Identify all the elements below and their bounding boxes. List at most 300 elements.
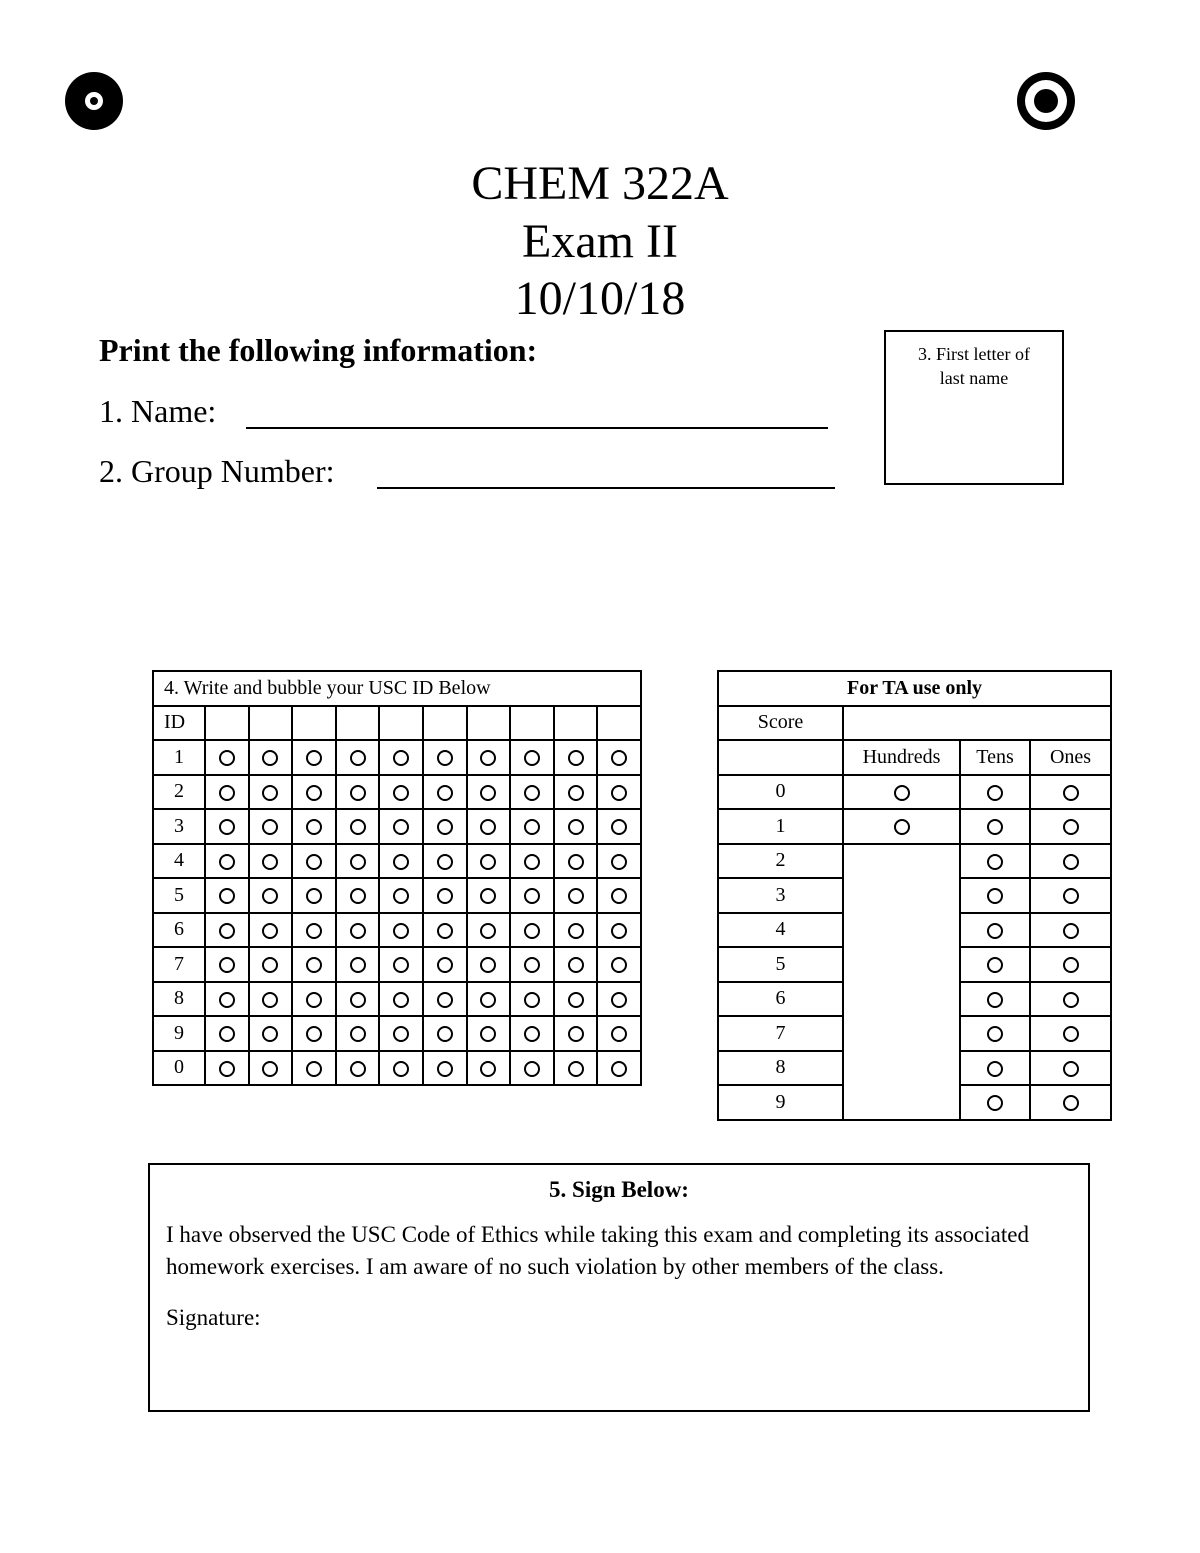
ta-digit-label: 2 bbox=[718, 844, 843, 879]
id-digit-entry-cell[interactable] bbox=[336, 706, 380, 741]
id-row-label: 7 bbox=[153, 947, 205, 982]
bubble-icon[interactable] bbox=[437, 1026, 453, 1042]
bubble-icon[interactable] bbox=[524, 1026, 540, 1042]
registration-mark-right-icon bbox=[1016, 71, 1076, 131]
bubble-icon[interactable] bbox=[480, 923, 496, 939]
ta-score-grid bbox=[717, 670, 1112, 1121]
bubble-icon[interactable] bbox=[568, 1026, 584, 1042]
id-bubble-row bbox=[153, 947, 641, 982]
id-bubble-cell bbox=[510, 1051, 554, 1086]
id-bubble-row bbox=[153, 982, 641, 1017]
bubble-icon[interactable] bbox=[524, 785, 540, 801]
ones-bubble-cell bbox=[1030, 878, 1111, 913]
bubble-icon[interactable] bbox=[611, 750, 627, 766]
ones-header: Ones bbox=[1030, 740, 1111, 775]
bubble-icon[interactable] bbox=[568, 1061, 584, 1077]
id-bubble-cell bbox=[336, 1051, 380, 1086]
id-bubble-cell bbox=[510, 947, 554, 982]
id-bubble-cell bbox=[336, 982, 380, 1017]
id-bubble-cell bbox=[336, 775, 380, 810]
id-digit-entry-cell[interactable] bbox=[205, 706, 249, 741]
bubble-icon[interactable] bbox=[393, 957, 409, 973]
ta-digit-row bbox=[718, 878, 1111, 913]
bubble-icon[interactable] bbox=[350, 854, 366, 870]
id-bubble-cell bbox=[597, 1016, 641, 1051]
bubble-icon[interactable] bbox=[568, 888, 584, 904]
bubble-icon[interactable] bbox=[350, 957, 366, 973]
id-bubble-cell bbox=[292, 775, 336, 810]
bubble-icon[interactable] bbox=[568, 854, 584, 870]
id-bubble-cell bbox=[597, 878, 641, 913]
bubble-icon[interactable] bbox=[611, 854, 627, 870]
ethics-statement: I have observed the USC Code of Ethics while taking this exam and completing its associated homework exercises. I am aware of no such violation by other members of the class. bbox=[166, 1222, 1029, 1279]
tens-bubble-cell bbox=[960, 947, 1030, 982]
bubble-icon[interactable] bbox=[350, 888, 366, 904]
id-bubble-cell bbox=[467, 775, 511, 810]
id-bubble-cell bbox=[205, 1016, 249, 1051]
bubble-icon[interactable] bbox=[219, 750, 235, 766]
id-bubble-cell bbox=[379, 1016, 423, 1051]
bubble-icon[interactable] bbox=[987, 888, 1003, 904]
bubble-icon[interactable] bbox=[219, 819, 235, 835]
bubble-icon[interactable] bbox=[524, 854, 540, 870]
ta-digit-label: 4 bbox=[718, 913, 843, 948]
id-bubble-cell bbox=[379, 1051, 423, 1086]
id-digit-entry-cell[interactable] bbox=[423, 706, 467, 741]
ta-digit-row bbox=[718, 1085, 1111, 1120]
id-bubble-cell bbox=[554, 740, 598, 775]
bubble-icon[interactable] bbox=[437, 785, 453, 801]
id-bubble-cell bbox=[379, 809, 423, 844]
id-bubble-cell bbox=[597, 740, 641, 775]
bubble-icon[interactable] bbox=[437, 750, 453, 766]
id-bubble-cell bbox=[423, 913, 467, 948]
id-bubble-row bbox=[153, 775, 641, 810]
id-row-label: 9 bbox=[153, 1016, 205, 1051]
bubble-icon[interactable] bbox=[262, 1061, 278, 1077]
id-digit-entry-cell[interactable] bbox=[379, 706, 423, 741]
id-bubble-cell bbox=[336, 844, 380, 879]
bubble-icon[interactable] bbox=[262, 750, 278, 766]
hundreds-blank-cell bbox=[843, 1016, 960, 1051]
id-bubble-cell bbox=[597, 809, 641, 844]
id-bubble-cell bbox=[292, 947, 336, 982]
bubble-icon[interactable] bbox=[262, 854, 278, 870]
hundreds-bubble-cell bbox=[843, 775, 960, 810]
id-bubble-cell bbox=[205, 913, 249, 948]
id-bubble-cell bbox=[510, 982, 554, 1017]
bubble-icon[interactable] bbox=[568, 750, 584, 766]
exam-date: 10/10/18 bbox=[514, 272, 686, 325]
bubble-icon[interactable] bbox=[219, 923, 235, 939]
tens-bubble-cell bbox=[960, 809, 1030, 844]
id-bubble-cell bbox=[597, 1051, 641, 1086]
id-bubble-cell bbox=[597, 947, 641, 982]
bubble-icon[interactable] bbox=[480, 1061, 496, 1077]
bubble-icon[interactable] bbox=[393, 923, 409, 939]
group-number-field[interactable] bbox=[377, 487, 835, 489]
bubble-icon[interactable] bbox=[524, 957, 540, 973]
bubble-icon[interactable] bbox=[262, 992, 278, 1008]
bubble-icon[interactable] bbox=[568, 992, 584, 1008]
ta-digit-row bbox=[718, 913, 1111, 948]
bubble-icon[interactable] bbox=[611, 1061, 627, 1077]
bubble-icon[interactable] bbox=[480, 957, 496, 973]
bubble-icon[interactable] bbox=[987, 819, 1003, 835]
bubble-icon[interactable] bbox=[262, 888, 278, 904]
bubble-icon[interactable] bbox=[306, 1026, 322, 1042]
id-bubble-cell bbox=[249, 740, 293, 775]
bubble-icon[interactable] bbox=[219, 1026, 235, 1042]
ones-bubble-cell bbox=[1030, 844, 1111, 879]
id-bubble-cell bbox=[467, 740, 511, 775]
signature-box bbox=[148, 1163, 1090, 1412]
bubble-icon[interactable] bbox=[611, 785, 627, 801]
ones-bubble-cell bbox=[1030, 913, 1111, 948]
bubble-icon[interactable] bbox=[894, 785, 910, 801]
id-bubble-cell bbox=[379, 775, 423, 810]
bubble-icon[interactable] bbox=[480, 1026, 496, 1042]
id-bubble-cell bbox=[292, 740, 336, 775]
id-bubble-cell bbox=[510, 844, 554, 879]
id-bubble-cell bbox=[423, 878, 467, 913]
bubble-icon[interactable] bbox=[611, 819, 627, 835]
bubble-icon[interactable] bbox=[524, 923, 540, 939]
bubble-icon[interactable] bbox=[611, 1026, 627, 1042]
hundreds-blank-cell bbox=[843, 913, 960, 948]
bubble-icon[interactable] bbox=[393, 854, 409, 870]
bubble-icon[interactable] bbox=[262, 923, 278, 939]
bubble-icon[interactable] bbox=[393, 785, 409, 801]
id-bubble-cell bbox=[379, 878, 423, 913]
bubble-icon[interactable] bbox=[524, 819, 540, 835]
ta-digit-label: 5 bbox=[718, 947, 843, 982]
id-digit-entry-cell[interactable] bbox=[249, 706, 293, 741]
bubble-icon[interactable] bbox=[306, 1061, 322, 1077]
bubble-icon[interactable] bbox=[480, 854, 496, 870]
bubble-icon[interactable] bbox=[350, 1061, 366, 1077]
ta-digit-label: 1 bbox=[718, 809, 843, 844]
ones-bubble-cell bbox=[1030, 809, 1111, 844]
bubble-icon[interactable] bbox=[306, 992, 322, 1008]
id-bubble-cell bbox=[292, 982, 336, 1017]
bubble-icon[interactable] bbox=[350, 992, 366, 1008]
id-bubble-cell bbox=[554, 878, 598, 913]
bubble-icon[interactable] bbox=[987, 785, 1003, 801]
id-bubble-cell bbox=[205, 844, 249, 879]
id-bubble-cell bbox=[292, 878, 336, 913]
bubble-icon[interactable] bbox=[987, 1095, 1003, 1111]
last-initial-label-line1: 3. First letter of bbox=[918, 344, 1030, 364]
id-bubble-cell bbox=[554, 913, 598, 948]
bubble-icon[interactable] bbox=[437, 992, 453, 1008]
bubble-icon[interactable] bbox=[568, 957, 584, 973]
id-bubble-cell bbox=[379, 947, 423, 982]
id-bubble-cell bbox=[597, 844, 641, 879]
id-row-label: 2 bbox=[153, 775, 205, 810]
bubble-icon[interactable] bbox=[393, 992, 409, 1008]
bubble-icon[interactable] bbox=[1063, 1061, 1079, 1077]
id-bubble-cell bbox=[423, 809, 467, 844]
bubble-icon[interactable] bbox=[262, 957, 278, 973]
bubble-icon[interactable] bbox=[306, 750, 322, 766]
bubble-icon[interactable] bbox=[350, 750, 366, 766]
id-bubble-cell bbox=[249, 947, 293, 982]
bubble-icon[interactable] bbox=[393, 1061, 409, 1077]
ta-digit-row bbox=[718, 844, 1111, 879]
bubble-icon[interactable] bbox=[480, 750, 496, 766]
id-bubble-row bbox=[153, 809, 641, 844]
id-bubble-cell bbox=[205, 982, 249, 1017]
tens-bubble-cell bbox=[960, 844, 1030, 879]
tens-bubble-cell bbox=[960, 982, 1030, 1017]
ta-digit-label: 0 bbox=[718, 775, 843, 810]
id-bubble-cell bbox=[554, 1051, 598, 1086]
hundreds-blank-cell bbox=[843, 878, 960, 913]
id-bubble-cell bbox=[379, 982, 423, 1017]
id-bubble-cell bbox=[554, 775, 598, 810]
id-digit-entry-cell[interactable] bbox=[554, 706, 598, 741]
tens-header: Tens bbox=[960, 740, 1030, 775]
bubble-icon[interactable] bbox=[568, 785, 584, 801]
id-bubble-row bbox=[153, 740, 641, 775]
id-bubble-cell bbox=[423, 1016, 467, 1051]
id-row-label: 6 bbox=[153, 913, 205, 948]
bubble-icon[interactable] bbox=[611, 888, 627, 904]
bubble-icon[interactable] bbox=[987, 923, 1003, 939]
bubble-icon[interactable] bbox=[306, 854, 322, 870]
bubble-icon[interactable] bbox=[393, 1026, 409, 1042]
id-bubble-cell bbox=[554, 809, 598, 844]
id-bubble-cell bbox=[510, 878, 554, 913]
bubble-icon[interactable] bbox=[611, 957, 627, 973]
id-label: ID bbox=[153, 706, 205, 741]
id-bubble-cell bbox=[467, 1051, 511, 1086]
tens-bubble-cell bbox=[960, 1016, 1030, 1051]
bubble-icon[interactable] bbox=[350, 923, 366, 939]
tens-bubble-cell bbox=[960, 775, 1030, 810]
bubble-icon[interactable] bbox=[524, 750, 540, 766]
id-bubble-cell bbox=[249, 913, 293, 948]
bubble-icon[interactable] bbox=[350, 819, 366, 835]
last-initial-label-line2: last name bbox=[939, 368, 1009, 388]
bubble-icon[interactable] bbox=[219, 957, 235, 973]
bubble-icon[interactable] bbox=[393, 750, 409, 766]
ta-digit-label: 9 bbox=[718, 1085, 843, 1120]
bubble-icon[interactable] bbox=[480, 819, 496, 835]
id-bubble-cell bbox=[423, 947, 467, 982]
id-bubble-cell bbox=[205, 740, 249, 775]
bubble-icon[interactable] bbox=[306, 957, 322, 973]
ta-digit-row bbox=[718, 1051, 1111, 1086]
bubble-icon[interactable] bbox=[1063, 888, 1079, 904]
id-bubble-cell bbox=[336, 947, 380, 982]
bubble-icon[interactable] bbox=[306, 888, 322, 904]
id-bubble-cell bbox=[336, 913, 380, 948]
bubble-icon[interactable] bbox=[437, 888, 453, 904]
name-field[interactable] bbox=[246, 427, 828, 429]
tens-bubble-cell bbox=[960, 878, 1030, 913]
sign-heading: 5. Sign Below: bbox=[549, 1177, 689, 1202]
bubble-icon[interactable] bbox=[1063, 1095, 1079, 1111]
bubble-icon[interactable] bbox=[393, 819, 409, 835]
bubble-icon[interactable] bbox=[611, 923, 627, 939]
bubble-icon[interactable] bbox=[524, 888, 540, 904]
bubble-icon[interactable] bbox=[437, 957, 453, 973]
bubble-icon[interactable] bbox=[1063, 854, 1079, 870]
bubble-icon[interactable] bbox=[1063, 923, 1079, 939]
ta-digit-label: 6 bbox=[718, 982, 843, 1017]
tens-bubble-cell bbox=[960, 913, 1030, 948]
id-bubble-row bbox=[153, 844, 641, 879]
id-bubble-cell bbox=[249, 844, 293, 879]
ta-header-blank bbox=[718, 740, 843, 775]
bubble-icon[interactable] bbox=[350, 785, 366, 801]
tens-bubble-cell bbox=[960, 1085, 1030, 1120]
registration-mark-left-icon bbox=[64, 71, 124, 131]
group-number-label: 2. Group Number: bbox=[99, 453, 335, 489]
bubble-icon[interactable] bbox=[437, 1061, 453, 1077]
bubble-icon[interactable] bbox=[1063, 957, 1079, 973]
bubble-icon[interactable] bbox=[987, 992, 1003, 1008]
id-bubble-cell bbox=[292, 844, 336, 879]
usc-id-grid-title: 4. Write and bubble your USC ID Below bbox=[153, 671, 641, 706]
id-bubble-cell bbox=[554, 844, 598, 879]
id-row-label: 0 bbox=[153, 1051, 205, 1086]
id-bubble-cell bbox=[379, 740, 423, 775]
id-bubble-cell bbox=[423, 982, 467, 1017]
bubble-icon[interactable] bbox=[1063, 819, 1079, 835]
id-bubble-cell bbox=[467, 878, 511, 913]
bubble-icon[interactable] bbox=[437, 819, 453, 835]
id-bubble-cell bbox=[292, 913, 336, 948]
id-bubble-cell bbox=[379, 913, 423, 948]
id-bubble-row bbox=[153, 1051, 641, 1086]
bubble-icon[interactable] bbox=[306, 923, 322, 939]
id-bubble-cell bbox=[205, 775, 249, 810]
hundreds-blank-cell bbox=[843, 844, 960, 879]
id-bubble-cell bbox=[423, 740, 467, 775]
bubble-icon[interactable] bbox=[262, 819, 278, 835]
tens-bubble-cell bbox=[960, 1051, 1030, 1086]
bubble-icon[interactable] bbox=[306, 785, 322, 801]
bubble-icon[interactable] bbox=[219, 1061, 235, 1077]
bubble-icon[interactable] bbox=[480, 888, 496, 904]
id-row-label: 1 bbox=[153, 740, 205, 775]
id-bubble-cell bbox=[510, 1016, 554, 1051]
id-bubble-cell bbox=[467, 844, 511, 879]
id-bubble-cell bbox=[292, 809, 336, 844]
id-digit-entry-cell[interactable] bbox=[597, 706, 641, 741]
ta-digit-row bbox=[718, 947, 1111, 982]
id-bubble-cell bbox=[336, 740, 380, 775]
id-digit-entry-cell[interactable] bbox=[510, 706, 554, 741]
exam-title: Exam II bbox=[522, 215, 678, 268]
id-bubble-cell bbox=[205, 947, 249, 982]
bubble-icon[interactable] bbox=[219, 992, 235, 1008]
bubble-icon[interactable] bbox=[219, 854, 235, 870]
id-bubble-cell bbox=[249, 982, 293, 1017]
bubble-icon[interactable] bbox=[480, 992, 496, 1008]
bubble-icon[interactable] bbox=[219, 888, 235, 904]
bubble-icon[interactable] bbox=[480, 785, 496, 801]
id-bubble-cell bbox=[292, 1016, 336, 1051]
bubble-icon[interactable] bbox=[1063, 992, 1079, 1008]
bubble-icon[interactable] bbox=[1063, 785, 1079, 801]
id-bubble-cell bbox=[554, 947, 598, 982]
bubble-icon[interactable] bbox=[524, 1061, 540, 1077]
last-initial-box[interactable] bbox=[884, 330, 1064, 485]
ones-bubble-cell bbox=[1030, 947, 1111, 982]
id-bubble-cell bbox=[336, 809, 380, 844]
id-bubble-row bbox=[153, 913, 641, 948]
bubble-icon[interactable] bbox=[350, 1026, 366, 1042]
id-bubble-cell bbox=[249, 775, 293, 810]
bubble-icon[interactable] bbox=[894, 819, 910, 835]
bubble-icon[interactable] bbox=[987, 1061, 1003, 1077]
hundreds-bubble-cell bbox=[843, 809, 960, 844]
id-bubble-cell bbox=[336, 1016, 380, 1051]
ones-bubble-cell bbox=[1030, 1051, 1111, 1086]
id-digit-entry-cell[interactable] bbox=[467, 706, 511, 741]
id-bubble-cell bbox=[336, 878, 380, 913]
id-bubble-cell bbox=[467, 913, 511, 948]
bubble-icon[interactable] bbox=[987, 854, 1003, 870]
bubble-icon[interactable] bbox=[437, 923, 453, 939]
ta-digit-label: 8 bbox=[718, 1051, 843, 1086]
id-bubble-row bbox=[153, 878, 641, 913]
bubble-icon[interactable] bbox=[568, 923, 584, 939]
id-bubble-cell bbox=[423, 1051, 467, 1086]
id-digit-entry-cell[interactable] bbox=[292, 706, 336, 741]
name-label: 1. Name: bbox=[99, 393, 217, 429]
bubble-icon[interactable] bbox=[987, 957, 1003, 973]
id-bubble-cell bbox=[597, 982, 641, 1017]
id-row-label: 8 bbox=[153, 982, 205, 1017]
id-row-label: 5 bbox=[153, 878, 205, 913]
bubble-icon[interactable] bbox=[219, 785, 235, 801]
bubble-icon[interactable] bbox=[524, 992, 540, 1008]
bubble-icon[interactable] bbox=[568, 819, 584, 835]
id-bubble-cell bbox=[379, 844, 423, 879]
ta-digit-row bbox=[718, 982, 1111, 1017]
course-title: CHEM 322A bbox=[471, 157, 729, 210]
bubble-icon[interactable] bbox=[1063, 1026, 1079, 1042]
bubble-icon[interactable] bbox=[262, 1026, 278, 1042]
score-entry-cell bbox=[843, 706, 1111, 741]
id-bubble-cell bbox=[510, 809, 554, 844]
ta-grid-title: For TA use only bbox=[718, 671, 1111, 706]
id-bubble-cell bbox=[249, 809, 293, 844]
bubble-icon[interactable] bbox=[611, 992, 627, 1008]
print-info-heading: Print the following information: bbox=[99, 332, 538, 368]
bubble-icon[interactable] bbox=[262, 785, 278, 801]
signature-label[interactable]: Signature: bbox=[166, 1305, 261, 1330]
id-bubble-cell bbox=[292, 1051, 336, 1086]
bubble-icon[interactable] bbox=[306, 819, 322, 835]
bubble-icon[interactable] bbox=[987, 1026, 1003, 1042]
bubble-icon[interactable] bbox=[393, 888, 409, 904]
ones-bubble-cell bbox=[1030, 1016, 1111, 1051]
id-bubble-cell bbox=[597, 775, 641, 810]
hundreds-header: Hundreds bbox=[843, 740, 960, 775]
hundreds-blank-cell bbox=[843, 982, 960, 1017]
ta-digit-row bbox=[718, 1016, 1111, 1051]
bubble-icon[interactable] bbox=[437, 854, 453, 870]
id-bubble-row bbox=[153, 1016, 641, 1051]
hundreds-blank-cell bbox=[843, 1051, 960, 1086]
id-bubble-cell bbox=[554, 1016, 598, 1051]
